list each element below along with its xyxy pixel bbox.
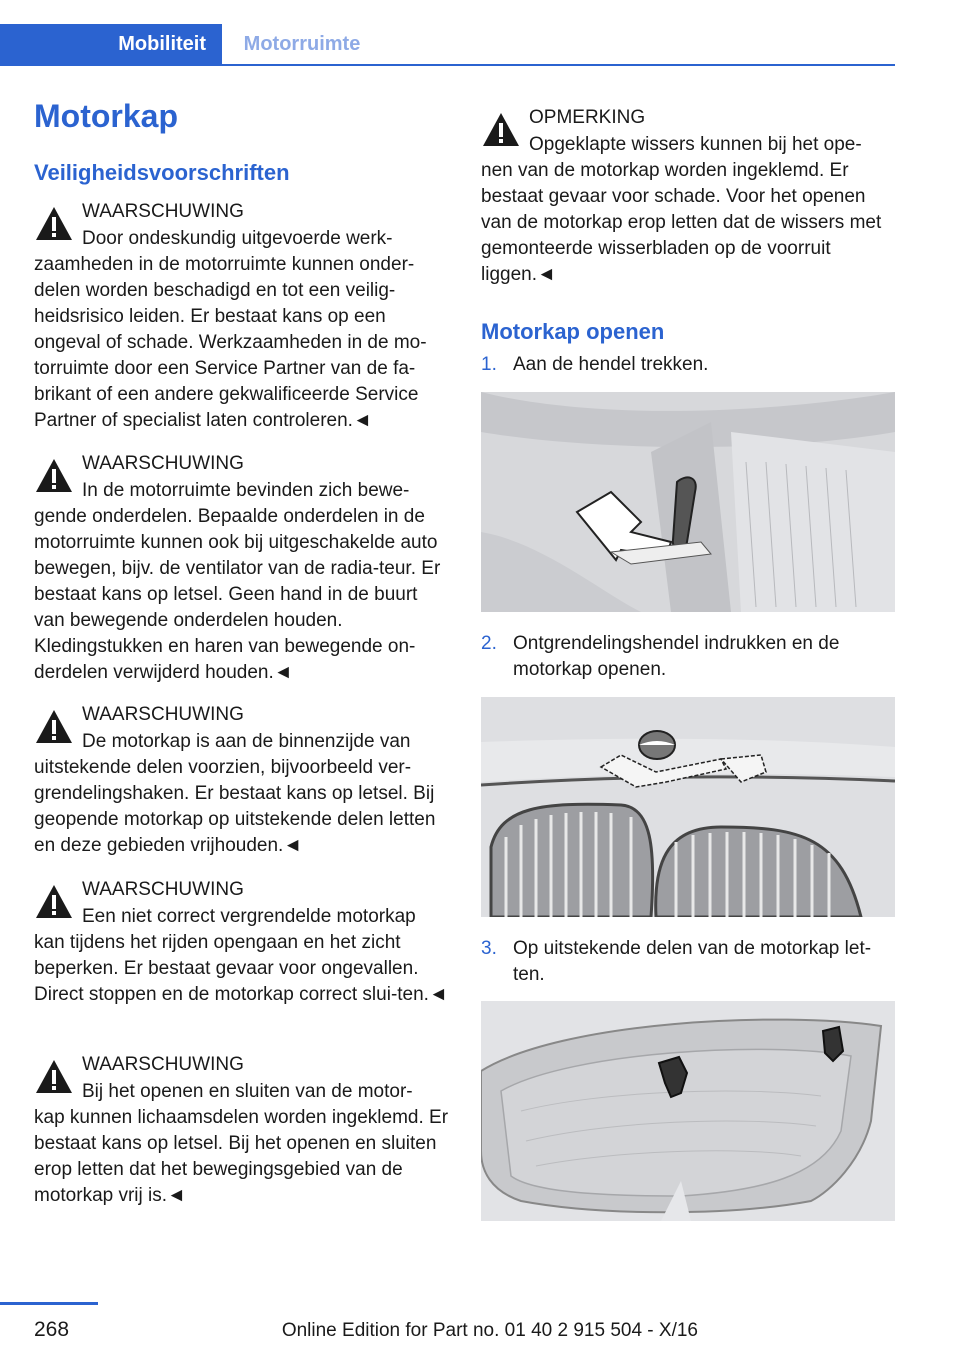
note-text: nen van de motorkap worden ingeklemd. Er bestaat gevaar voor schade. Voor het openen van de motorkap erop letten dat de wissers met gemonteerde wisserbladen op de voorruit liggen.◄: [481, 160, 882, 285]
warning-label: WAARSCHUWING: [82, 704, 244, 725]
warning-triangle-icon: [34, 204, 74, 244]
page-number: 268: [34, 1318, 70, 1341]
warning-notice-5: [34, 1051, 450, 1209]
tab-motorruimte-label: Motorruimte: [243, 33, 361, 55]
warning-label: WAARSCHUWING: [82, 1054, 244, 1075]
warning-text: kap kunnen lichaamsdelen worden ingeklemd. Er bestaat kans op letsel. Bij het openen en sluiten erop letten dat het bewegingsgebied van de motorkap vrij is.◄: [34, 1107, 449, 1206]
step-3: [481, 936, 895, 988]
warning-text: kan tijdens het rijden opengaan en het zicht beperken. Er bestaat gevaar voor ongevallen. Direct stoppen en de motorkap correct slui-ten.◄: [34, 932, 448, 1005]
step-number: 3.: [481, 938, 497, 959]
illustration-grille: [481, 697, 895, 917]
figure-hood-release-lever: [481, 392, 895, 612]
warning-notice-3: [34, 701, 450, 859]
section-heading-open: Motorkap openen: [481, 319, 665, 344]
warning-first-line: Bij het openen en sluiten van de motor-: [82, 1081, 413, 1102]
figure-grille-release: [481, 697, 895, 917]
warning-notice-4: [34, 876, 450, 1008]
warning-first-line: De motorkap is aan de binnenzijde van: [82, 731, 411, 752]
warning-triangle-icon: [34, 456, 74, 496]
warning-triangle-icon: [34, 882, 74, 922]
warning-notice-1: [34, 198, 450, 434]
warning-triangle-icon: [34, 707, 74, 747]
step-1: [481, 352, 895, 378]
header-tab-strip: [0, 24, 895, 66]
footer-edition: Online Edition for Part no. 01 40 2 915 504 - X/16: [281, 1320, 698, 1341]
warning-triangle-icon: [481, 110, 521, 150]
step-number: 2.: [481, 633, 497, 654]
tab-mobiliteit-label: Mobiliteit: [118, 33, 206, 55]
note-first-line: Opgeklapte wissers kunnen bij het ope-: [529, 134, 862, 155]
figure-hood-underside: [481, 1001, 895, 1221]
warning-first-line: Door ondeskundig uitgevoerde werk-: [82, 228, 393, 249]
footer-accent-line: [0, 1302, 98, 1305]
warning-first-line: Een niet correct vergrendelde motorkap: [82, 906, 416, 927]
warning-triangle-icon: [34, 1057, 74, 1097]
tab-motorruimte[interactable]: [222, 24, 382, 64]
warning-first-line: In de motorruimte bevinden zich bewe-: [82, 480, 410, 501]
warning-label: WAARSCHUWING: [82, 453, 244, 474]
step-text: Aan de hendel trekken.: [513, 354, 709, 375]
note-notice: [481, 104, 895, 288]
step-text: Ontgrendelingshendel indrukken en de motorkap openen.: [513, 633, 840, 680]
illustration-hood-underside: [481, 1001, 895, 1221]
warning-text: uitstekende delen voorzien, bijvoorbeeld ver-grendelingshaken. Er bestaat kans op letsel. Bij geopende motorkap op uitstekende delen letten en deze gebieden vrijhouden.◄: [34, 757, 436, 856]
note-label: OPMERKING: [529, 107, 646, 128]
warning-label: WAARSCHUWING: [82, 201, 244, 222]
warning-text: zaamheden in de motorruimte kunnen onder-delen worden beschadigd en tot een veilig-heidsrisico leiden. Er bestaat kans op een ongeval of schade. Werkzaamheden in de mo-torruimte door een Service Partner van de fa-brikant of een andere gekwalificeerde Service Partner of specialist laten controleren.◄: [34, 254, 427, 431]
warning-label: WAARSCHUWING: [82, 879, 244, 900]
tab-mobiliteit[interactable]: [0, 24, 222, 64]
warning-text: gende onderdelen. Bepaalde onderdelen in de motorruimte kunnen ook bij uitgeschakelde auto bewegen, bijv. de ventilator van de radia-teur. Er bestaat kans op letsel. Geen hand in de buurt van bewegende onderdelen houden. Kledingstukken en haren van bewegende on-derdelen verwijderd houden.◄: [34, 506, 441, 683]
section-heading-safety: Veiligheidsvoorschriften: [34, 160, 290, 185]
illustration-hood-lever: [481, 392, 895, 612]
step-2: [481, 631, 895, 683]
step-text: Op uitstekende delen van de motorkap let-ten.: [513, 938, 872, 985]
warning-notice-2: [34, 450, 450, 686]
step-number: 1.: [481, 354, 497, 375]
page-title: Motorkap: [34, 98, 178, 134]
